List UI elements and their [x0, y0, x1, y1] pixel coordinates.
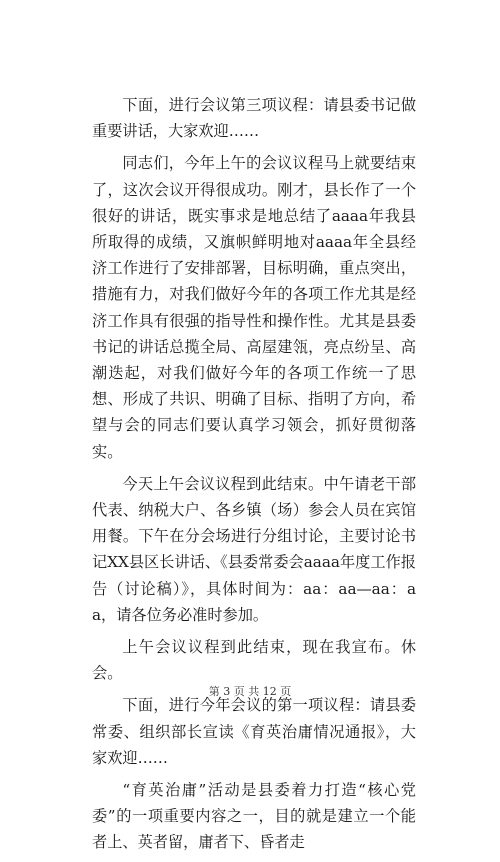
paragraph: 今天上午会议议程到此结束。中午请老干部代表、纳税大户、各乡镇（场）参会人员在宾馆用餐。下午在分会场进行分组讨论，主要讨论书记XX县区长讲话、《县委常委会aaaa年度工作报告（讨论稿）》，具体时间为：aa：aa—aa：aa，请各位务必准时参加。 [92, 474, 416, 624]
paragraph: 同志们，今年上午的会议议程马上就要结束了，这次会议开得很成功。刚才，县长作了一个很好的讲话，既实事求是地总结了aaaa年我县所取得的成绩，又旗帜鲜明地对aaaa年全县经济工作进行了安排部署，目标明确，重点突出，措施有力，对我们做好今年的各项工作尤其是经济工作具有很强的指导性和操作性。尤其是县委书记的讲话总揽全局、高屋建瓴，亮点纷呈、高潮迭起，对我们做好今年的各项工作统一了思想、形成了共识、明确了目标、指明了方向，希望与会的同志们要认真学习领会，抓好贯彻落实。 [92, 154, 416, 461]
document-body [92, 92, 416, 862]
paragraph: 下面，进行今年会议的第一项议程：请县委常委、组织部长宣读《育英治庸情况通报》，大家欢迎…… [92, 696, 416, 767]
paragraph: 上午会议议程到此结束，现在我宣布。休会。 [92, 638, 416, 683]
paragraph: 下面，进行会议第三项议程：请县委书记做重要讲话，大家欢迎…… [92, 96, 416, 141]
page-footer: 第 3 页 共 12 页 [208, 685, 292, 698]
paragraph: “育英治庸”活动是县委着力打造“核心党委”的一项重要内容之一，目的就是建立一个能者上、英者留，庸者下、昏者走 [92, 781, 416, 852]
